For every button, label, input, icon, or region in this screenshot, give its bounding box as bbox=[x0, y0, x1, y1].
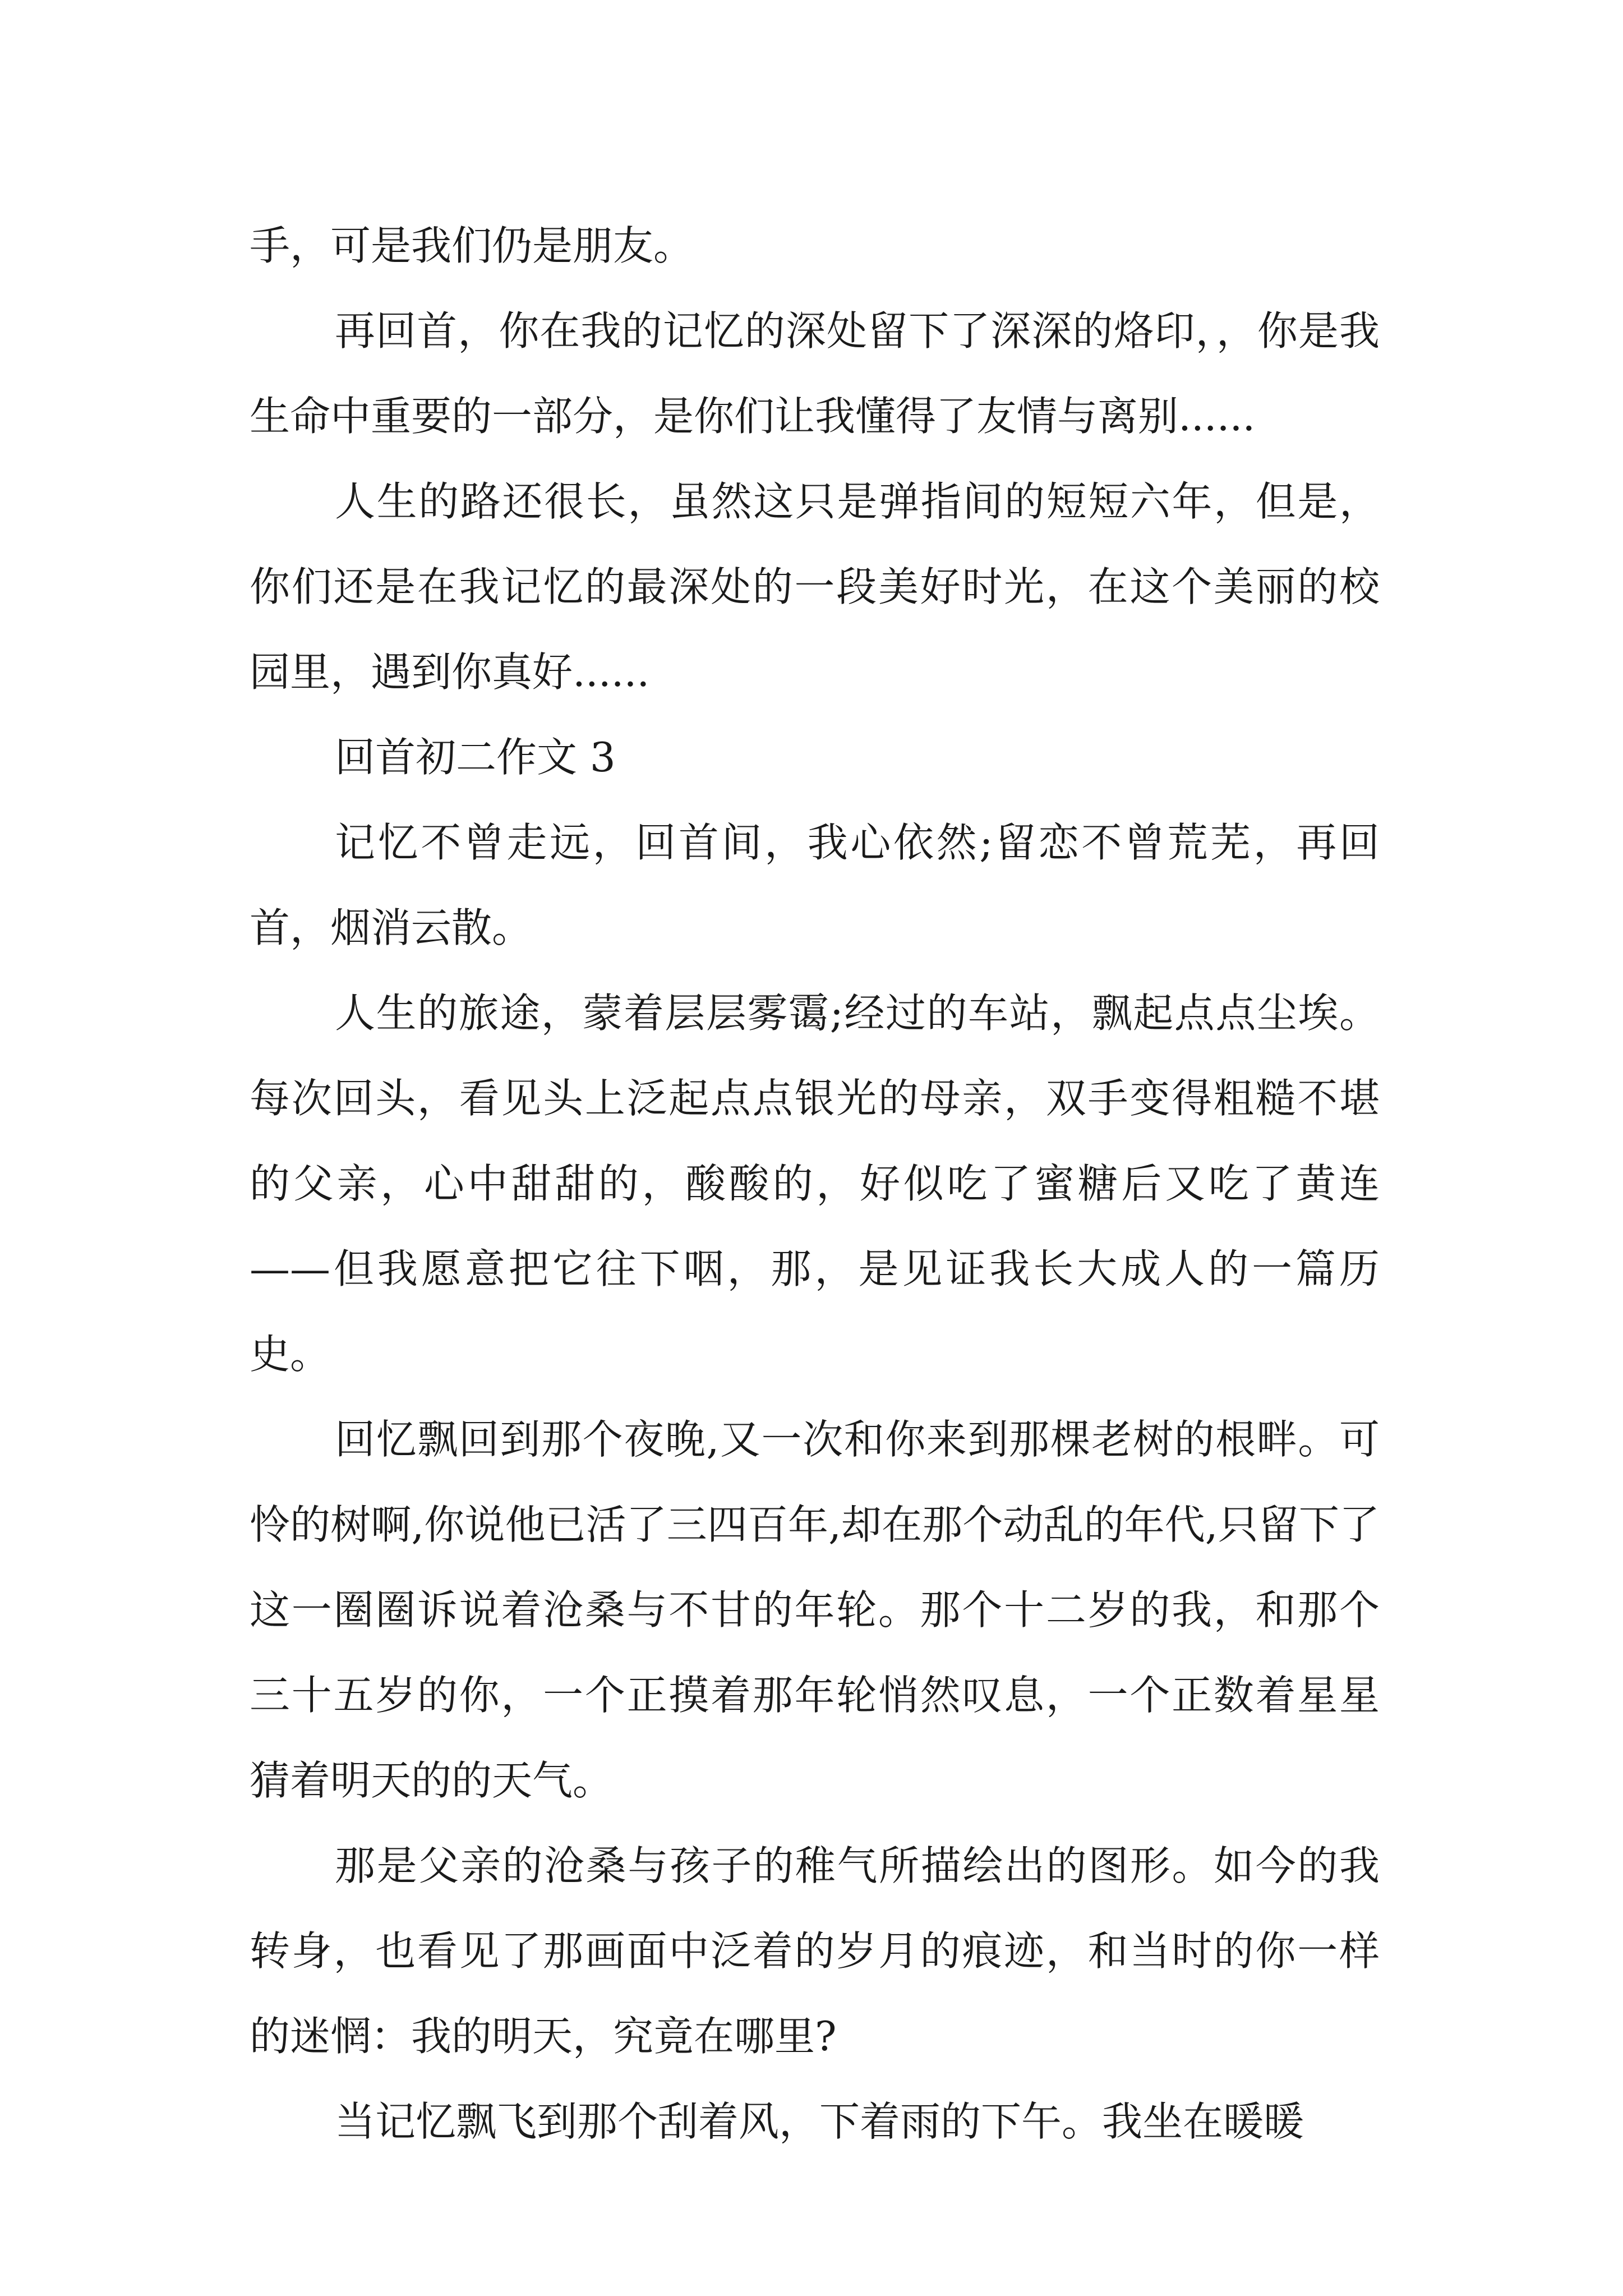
paragraph-3: 人生的路还很长，虽然这只是弹指间的短短六年，但是，你们还是在我记忆的最深处的一段美好时光，在这个美丽的校园里，遇到你真好...... bbox=[250, 478, 1380, 696]
paragraph-1: 手，可是我们仍是朋友。 bbox=[250, 222, 694, 269]
section-heading: 回首初二作文 3 bbox=[335, 734, 616, 781]
paragraph-6: 人生的旅途，蒙着层层雾霭;经过的车站，飘起点点尘埃。每次回头，看见头上泛起点点银光的母亲，双手变得粗糙不堪的父亲，心中甜甜的，酸酸的，好似吃了蜜糖后又吃了黄连——但我愿意把它往下咽，那，是见证我长大成人的一篇历史。 bbox=[250, 990, 1380, 1378]
paragraph-8: 那是父亲的沧桑与孩子的稚气所描绘出的图形。如今的我转身，也看见了那画面中泛着的岁月的痕迹，和当时的你一样的迷惘：我的明天，究竟在哪里? bbox=[250, 1842, 1380, 2060]
paragraph-2: 再回首，你在我的记忆的深处留下了深深的烙印，，你是我生命中重要的一部分，是你们让我懂得了友情与离别...... bbox=[250, 307, 1380, 440]
paragraph-5: 记忆不曾走远，回首间，我心依然;留恋不曾荒芜，再回首，烟消云散。 bbox=[250, 819, 1380, 951]
paragraph-9: 当记忆飘飞到那个刮着风，下着雨的下午。我坐在暖暖 bbox=[335, 2098, 1304, 2145]
document-body bbox=[250, 203, 1380, 2164]
paragraph-7: 回忆飘回到那个夜晚,又一次和你来到那棵老树的根畔。可怜的树啊,你说他已活了三四百年,却在那个动乱的年代,只留下了这一圈圈诉说着沧桑与不甘的年轮。那个十二岁的我，和那个三十五岁的你，一个正摸着那年轮悄然叹息，一个正数着星星猜着明天的的天气。 bbox=[250, 1416, 1380, 1804]
